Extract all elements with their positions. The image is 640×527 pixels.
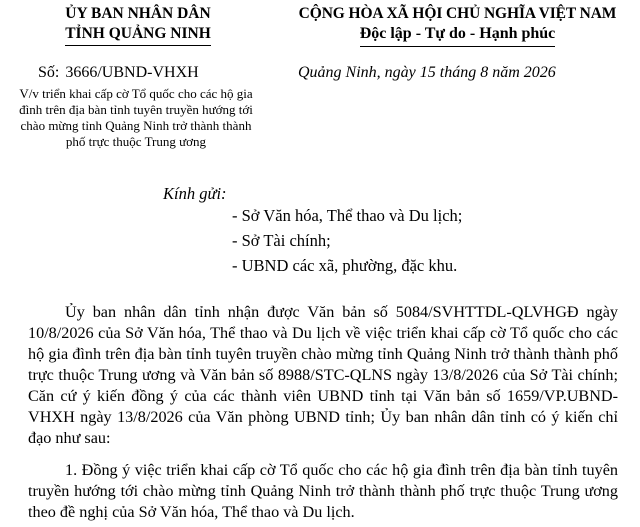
province-name-wrapper	[8, 24, 268, 46]
recipients-greeting: Kính gửi:	[163, 184, 227, 203]
body-intro-paragraph: Ủy ban nhân dân tỉnh nhận được Văn bản số 5084/SVHTTDL-QLVHGĐ ngày 10/8/2026 của Sở Văn hóa, Thể thao và Du lịch về việc triển khai cấp cờ Tổ quốc cho các hộ gia đình trên địa bàn tỉnh tuyên truyền chào mừng tỉnh Quảng Ninh trở thành thành phố trực thuộc Trung ương và Văn bản số 8988/STC-QLNS ngày 13/8/2026 của Sở Tài chính; Căn cứ ý kiến đồng ý của các thành viên UBND tỉnh tại Văn bản số 1659/VP.UBND-VHXH ngày 13/8/2026 của Văn phòng UBND tỉnh; Ủy ban nhân dân tỉnh có ý kiến chỉ đạo như sau:	[28, 303, 618, 447]
body-item-1: 1. Đồng ý việc triển khai cấp cờ Tổ quốc cho các hộ gia đình trên địa bàn tỉnh tuyên truyền hướng tới chào mừng tỉnh Quảng Ninh trở thành thành phố trực thuộc Trung ương theo đề nghị của Sở Văn hóa, Thể thao và Du lịch.	[28, 461, 618, 521]
issuing-agency-block	[8, 4, 268, 46]
recipient-item: - UBND các xã, phường, đặc khu.	[232, 256, 458, 275]
national-title-block	[275, 4, 640, 47]
document-subject: V/v triển khai cấp cờ Tổ quốc cho các hộ gia đình trên địa bàn tỉnh tuyên truyền hướng tới chào mừng tỉnh Quảng Ninh trở thành thành phố trực thuộc Trung ương	[19, 86, 253, 149]
motto-wrapper	[275, 24, 640, 47]
recipient-item: - Sở Tài chính;	[232, 231, 331, 250]
motto: Độc lập - Tự do - Hạnh phúc	[360, 24, 556, 47]
place-and-date: Quảng Ninh, ngày 15 tháng 8 năm 2026	[298, 64, 556, 81]
province-name: TỈNH QUẢNG NINH	[65, 24, 211, 46]
document-number-value: 3666/UBND-VHXH	[65, 64, 199, 81]
recipient-item: - Sở Văn hóa, Thể thao và Du lịch;	[232, 206, 463, 225]
recipients-list	[232, 204, 462, 279]
document-number-label: Số:	[38, 64, 60, 81]
republic-title: CỘNG HÒA XÃ HỘI CHỦ NGHĨA VIỆT NAM	[298, 5, 617, 22]
agency-name: ỦY BAN NHÂN DÂN	[65, 5, 211, 22]
document-number	[38, 63, 199, 83]
